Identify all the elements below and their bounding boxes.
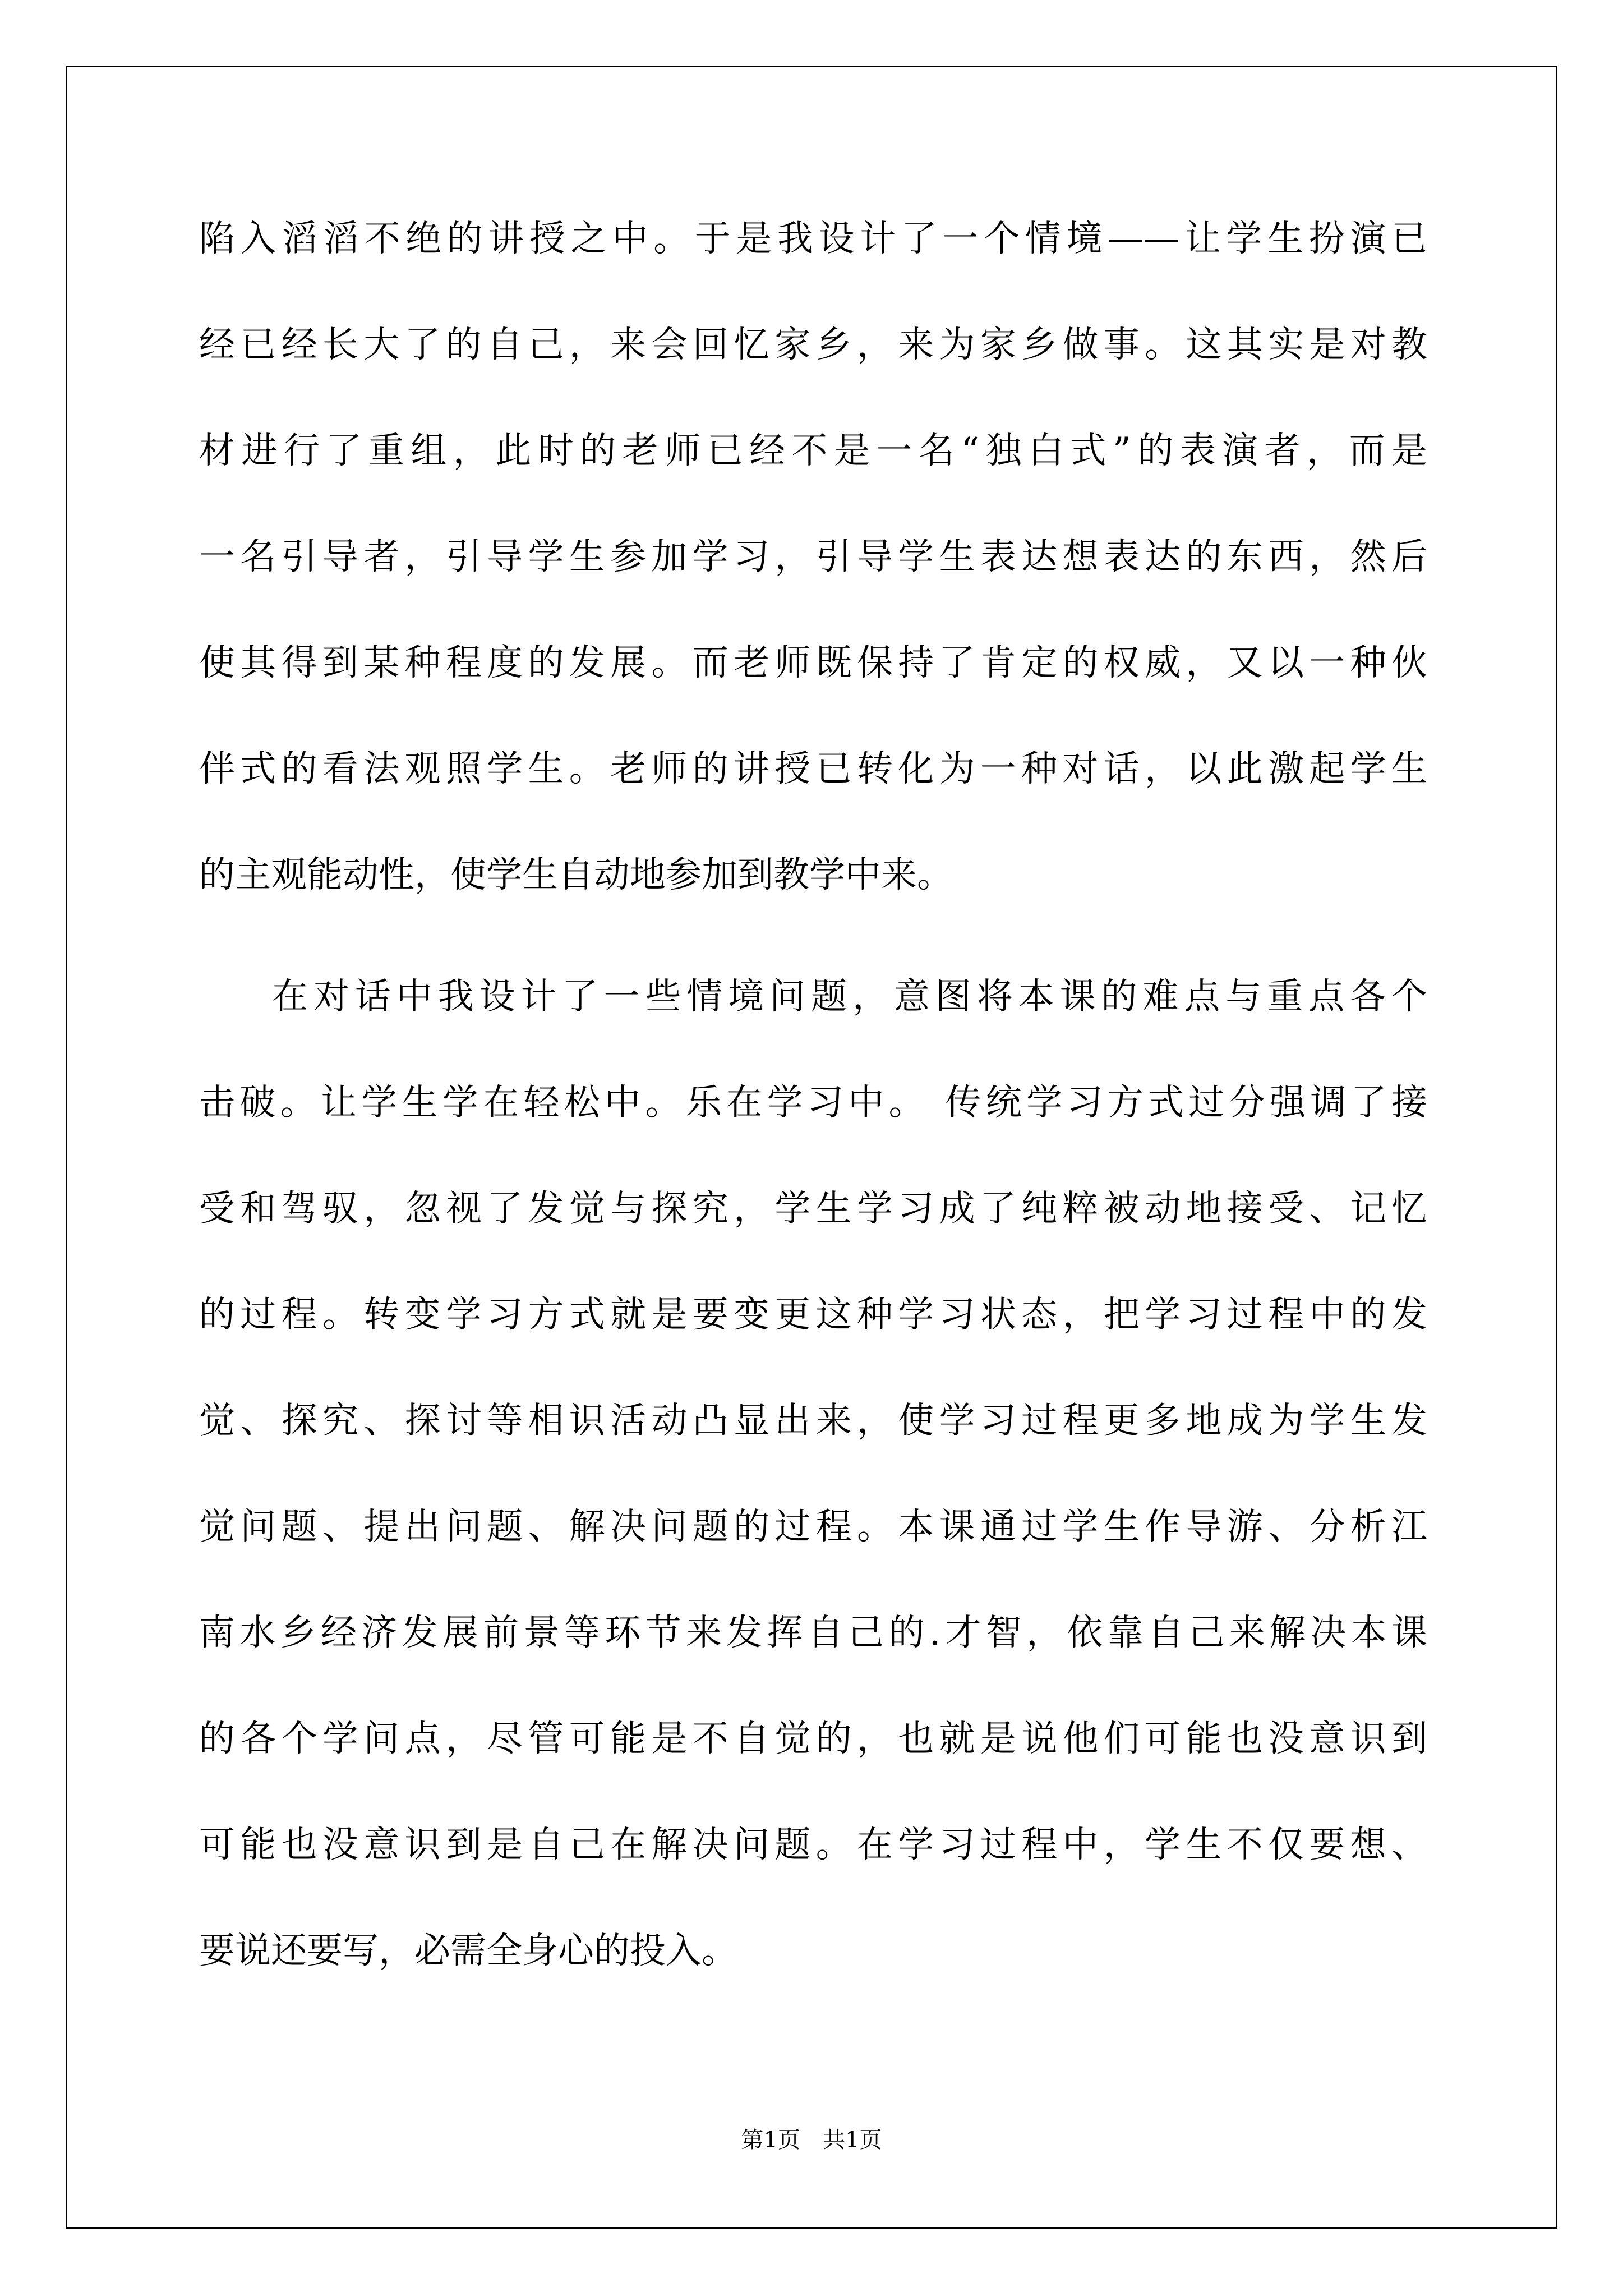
paragraph-2-line-8: 的各个学问点，尽管可能是不自觉的，也就是说他们可能也没意识到 [199, 1718, 1427, 1760]
paragraph-2-line-2: 击破。让学生学在轻松中。乐在学习中。 传统学习方式过分强调了接 [199, 1082, 1427, 1124]
page-number-footer: 第1页 共1页 [741, 2127, 882, 2153]
paragraph-1-line-5: 使其得到某种程度的发展。而老师既保持了肯定的权威，又以一种伙 [199, 642, 1427, 684]
paragraph-2-line-4: 的过程。转变学习方式就是要变更这种学习状态，把学习过程中的发 [199, 1294, 1427, 1336]
paragraph-2-line-7: 南水乡经济发展前景等环节来发挥自己的.才智，依靠自己来解决本课 [199, 1612, 1427, 1654]
paragraph-1-line-7: 的主观能动性，使学生自动地参加到教学中来。 [199, 854, 953, 896]
paragraph-2-line-5: 觉、探究、探讨等相识活动凸显出来，使学习过程更多地成为学生发 [199, 1400, 1427, 1442]
paragraph-2-line-10: 要说还要写，必需全身心的投入。 [199, 1930, 737, 1972]
paragraph-2-line-6: 觉问题、提出问题、解决问题的过程。本课通过学生作导游、分析江 [199, 1506, 1427, 1548]
paragraph-2-line-3: 受和驾驭，忽视了发觉与探究，学生学习成了纯粹被动地接受、记忆 [199, 1188, 1427, 1230]
paragraph-1-line-6: 伴式的看法观照学生。老师的讲授已转化为一种对话，以此激起学生 [199, 748, 1427, 790]
paragraph-2-line-9: 可能也没意识到是自己在解决问题。在学习过程中，学生不仅要想、 [199, 1824, 1427, 1866]
paragraph-1-line-4: 一名引导者，引导学生参加学习，引导学生表达想表达的东西，然后 [199, 536, 1427, 578]
paragraph-2-line-1: 在对话中我设计了一些情境问题，意图将本课的难点与重点各个 [272, 976, 1427, 1018]
page-border [66, 66, 1557, 2229]
paragraph-1-line-1: 陷入滔滔不绝的讲授之中。于是我设计了一个情境——让学生扮演已 [199, 218, 1427, 260]
paragraph-1-line-2: 经已经长大了的自己，来会回忆家乡，来为家乡做事。这其实是对教 [199, 324, 1427, 366]
paragraph-1-line-3: 材进行了重组，此时的老师已经不是一名“独白式”的表演者，而是 [199, 430, 1427, 472]
